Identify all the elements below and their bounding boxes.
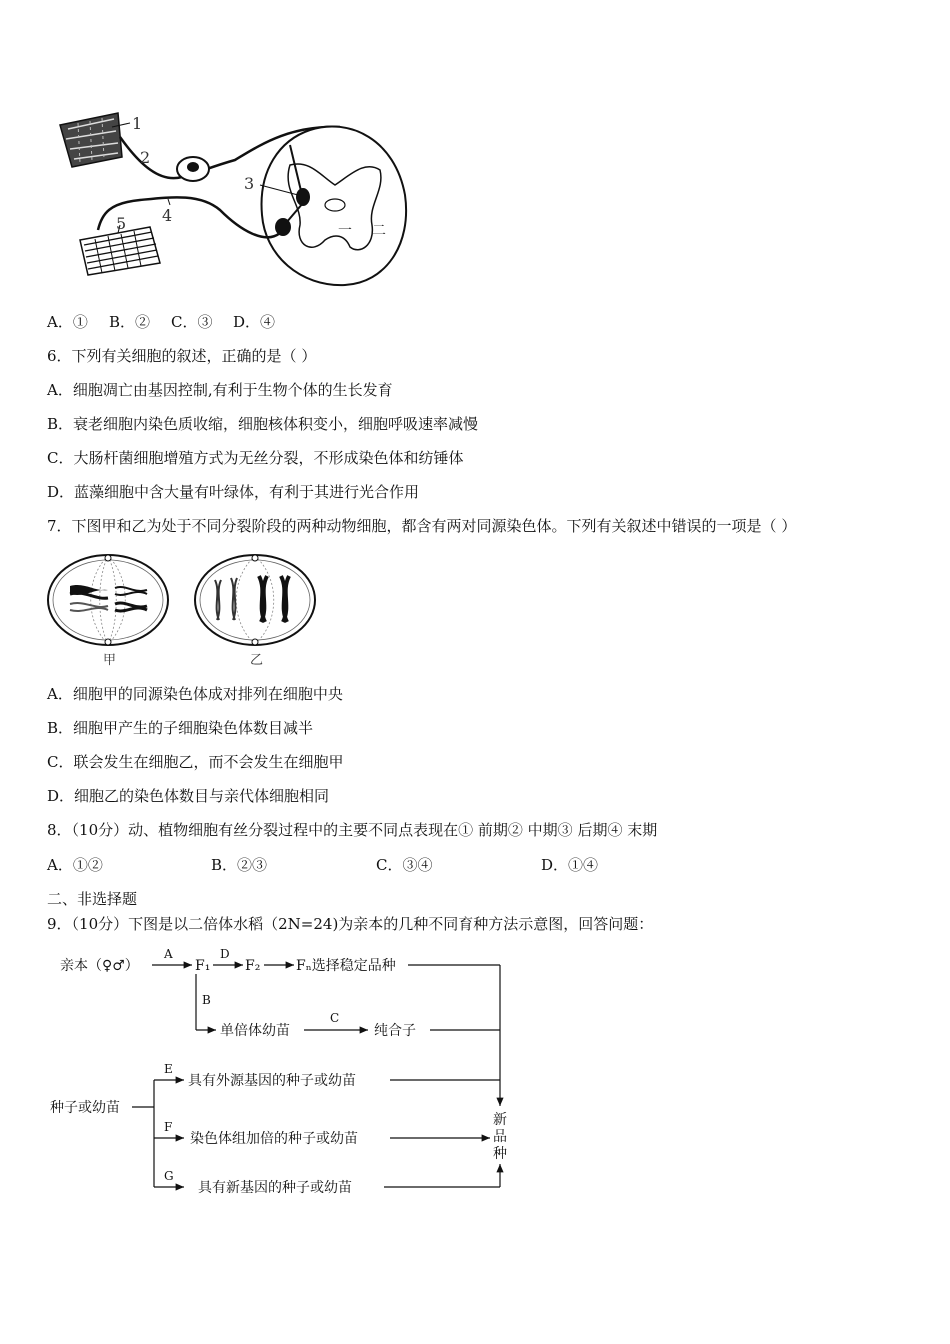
fn-label: Fₙ选择稳定品种	[296, 958, 396, 974]
effector-muscle	[80, 227, 160, 275]
q5-option-d[interactable]: D．④	[233, 313, 276, 331]
q6-option-c[interactable]: C．大肠杆菌细胞增殖方式为无丝分裂，不形成染色体和纺锤体	[47, 449, 464, 467]
q5-option-c[interactable]: C．③	[171, 313, 213, 331]
label-1: 1	[132, 114, 143, 133]
q8-stem: 8．（10分）动、植物细胞有丝分裂过程中的主要不同点表现在① 前期② 中期③ 后期④ 末期	[47, 821, 658, 839]
label-yi-cell: 乙	[250, 653, 264, 668]
f-text: 染色体组加倍的种子或幼苗	[190, 1131, 358, 1147]
q7-option-b[interactable]: B．细胞甲产生的子细胞染色体数目减半	[47, 719, 314, 737]
arrow-c-label: C	[330, 1011, 340, 1025]
cell-yi	[195, 555, 315, 645]
arrow-e-label: E	[164, 1062, 173, 1076]
q7-option-c[interactable]: C．联会发生在细胞乙，而不会发生在细胞甲	[47, 753, 344, 771]
q8-options	[47, 855, 598, 875]
arrow-b-label: B	[202, 993, 211, 1007]
arrow-d-label: D	[220, 947, 230, 961]
q8-option-d[interactable]: D．①④	[541, 856, 599, 874]
e-text: 具有外源基因的种子或幼苗	[188, 1073, 356, 1089]
label-er: 二	[372, 223, 386, 239]
haploid-label: 单倍体幼苗	[220, 1023, 290, 1039]
parent-label: 亲本（♀♂）	[60, 958, 139, 974]
q5-option-b[interactable]: B．②	[109, 313, 151, 331]
new-variety-2: 品	[493, 1129, 507, 1145]
q6-option-a[interactable]: A．细胞凋亡由基因控制,有利于生物个体的生长发育	[47, 381, 393, 399]
label-yi: 一	[338, 223, 352, 239]
q7-stem: 7．下图甲和乙为处于不同分裂阶段的两种动物细胞，都含有两对同源染色体。下列有关叙述中错误的一项是（ ）	[47, 517, 797, 535]
label-2: 2	[140, 148, 151, 167]
q7-option-d[interactable]: D．细胞乙的染色体数目与亲代体细胞相同	[47, 787, 330, 805]
receptor-tissue	[60, 113, 122, 167]
q6-stem: 6．下列有关细胞的叙述，正确的是（ ）	[47, 347, 317, 365]
q5-options	[47, 312, 275, 332]
arrow-a-label: A	[164, 947, 173, 961]
label-jia: 甲	[103, 653, 117, 668]
new-variety-3: 种	[493, 1146, 507, 1162]
g-text: 具有新基因的种子或幼苗	[198, 1180, 352, 1196]
f1-label: F₁	[195, 958, 211, 974]
q8-option-a[interactable]: A．①②	[47, 856, 103, 874]
label-3: 3	[244, 174, 255, 193]
arrow-f-label: F	[164, 1120, 173, 1134]
q9-stem: 9．（10分）下图是以二倍体水稻（2N=24)为亲本的几种不同育种方法示意图，回答问题：	[47, 915, 654, 933]
label-4: 4	[162, 206, 173, 225]
f2-label: F₂	[245, 958, 261, 974]
cell-division-figure	[45, 548, 325, 670]
q6-option-b[interactable]: B．衰老细胞内染色质收缩，细胞核体积变小，细胞呼吸速率减慢	[47, 415, 479, 433]
q6-option-d[interactable]: D．蓝藻细胞中含大量有叶绿体，有利于其进行光合作用	[47, 483, 420, 501]
reflex-arc-figure	[50, 105, 420, 300]
seed-label: 种子或幼苗	[50, 1100, 120, 1116]
breeding-methods-diagram	[48, 942, 528, 1200]
pure-label: 纯合子	[374, 1023, 416, 1039]
q7-option-a[interactable]: A．细胞甲的同源染色体成对排列在细胞中央	[47, 685, 343, 703]
q8-option-c[interactable]: C．③④	[376, 856, 433, 874]
q5-option-a[interactable]: A．①	[47, 313, 88, 331]
label-5: 5	[116, 214, 127, 233]
new-variety-1: 新	[493, 1112, 507, 1128]
arrow-g-label: G	[164, 1169, 174, 1183]
q8-option-b[interactable]: B．②③	[211, 856, 268, 874]
cell-jia	[48, 555, 168, 645]
section-title: 二、非选择题	[47, 890, 138, 908]
